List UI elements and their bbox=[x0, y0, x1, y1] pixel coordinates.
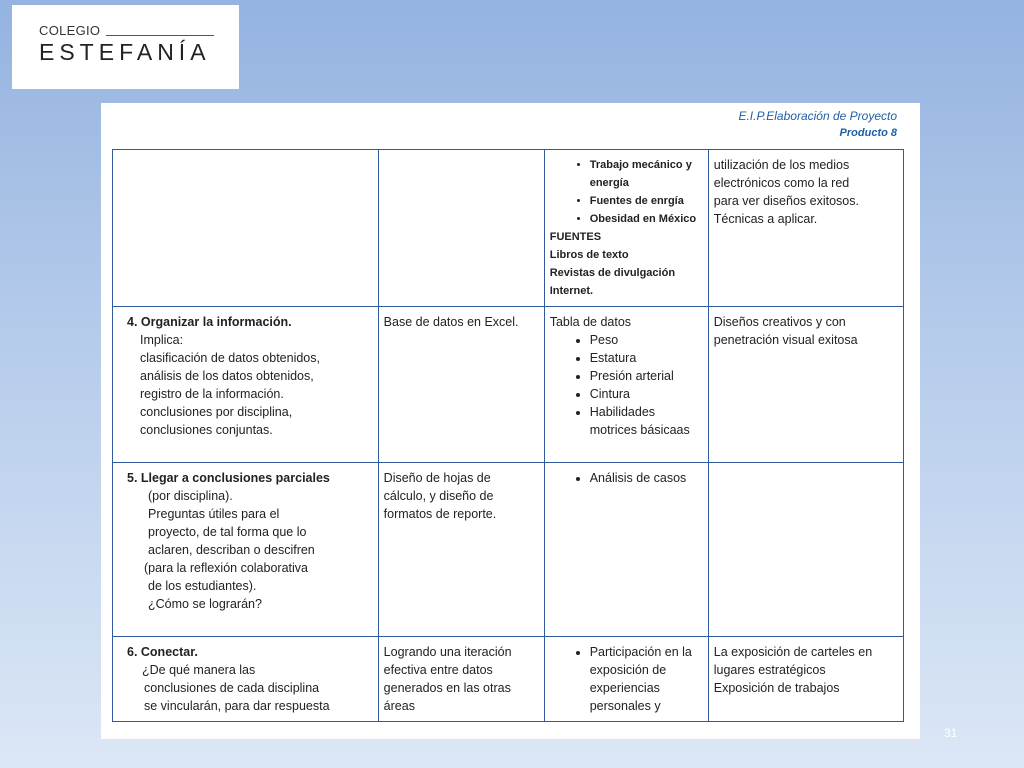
cell-line: conclusiones de cada disciplina bbox=[144, 681, 320, 695]
list-item: • Peso bbox=[590, 331, 703, 349]
table-cell bbox=[113, 637, 379, 722]
cell-line: Internet. bbox=[549, 285, 594, 297]
table-cell bbox=[708, 150, 903, 307]
table-cell bbox=[113, 463, 379, 637]
table-cell bbox=[378, 307, 544, 463]
cell-line: penetración visual exitosa bbox=[713, 333, 858, 347]
table-row bbox=[113, 307, 904, 463]
logo-rule bbox=[106, 35, 214, 36]
cell-line: efectiva entre datos bbox=[383, 663, 493, 677]
list-item: • Participación en la exposición de experiencias personales y bbox=[590, 643, 703, 715]
cell-line: lugares estratégicos bbox=[713, 663, 826, 677]
cell-line: Logrando una iteración bbox=[383, 645, 512, 659]
project-table bbox=[112, 149, 904, 722]
cell-line: cálculo, y diseño de bbox=[383, 489, 494, 503]
table-cell bbox=[113, 150, 379, 307]
cell-line: Preguntas útiles para el bbox=[148, 507, 280, 521]
slide-number: 31 bbox=[944, 726, 958, 740]
list-item: • Trabajo mecánico y energía bbox=[590, 156, 703, 192]
cell-line: FUENTES bbox=[549, 231, 602, 243]
doc-header-product: Producto 8 bbox=[839, 127, 897, 139]
cell-line: formatos de reporte. bbox=[383, 507, 497, 521]
cell-line: electrónicos como la red bbox=[713, 176, 850, 190]
cell-line: Exposición de trabajos bbox=[713, 681, 840, 695]
table-row bbox=[113, 463, 904, 637]
table-cell bbox=[544, 637, 708, 722]
list-item: • Fuentes de enrgía bbox=[590, 192, 703, 210]
cell-line: conclusiones conjuntas. bbox=[140, 423, 273, 437]
school-logo bbox=[12, 5, 239, 89]
cell-line: generados en las otras bbox=[383, 681, 511, 695]
doc-header-title: E.I.P.Elaboración de Proyecto bbox=[738, 109, 897, 123]
cell-line: conclusiones por disciplina, bbox=[140, 405, 293, 419]
table-cell bbox=[544, 307, 708, 463]
list-item: • Cintura bbox=[590, 385, 703, 403]
step-title: 5. Llegar a conclusiones parciales bbox=[127, 471, 330, 485]
cell-line: se vincularán, para dar respuesta bbox=[144, 699, 330, 713]
cell-line: Tabla de datos bbox=[549, 315, 632, 329]
step-title: 6. Conectar. bbox=[127, 645, 198, 659]
table-cell bbox=[708, 463, 903, 637]
cell-line: Base de datos en Excel. bbox=[383, 315, 519, 329]
list-item: • Análisis de casos bbox=[590, 469, 703, 487]
list-item: • Habilidades motrices básicaas bbox=[590, 403, 703, 439]
cell-line: Diseño de hojas de bbox=[383, 471, 491, 485]
table-cell bbox=[708, 637, 903, 722]
table-cell bbox=[544, 463, 708, 637]
bullet-list bbox=[550, 156, 703, 228]
table-cell bbox=[708, 307, 903, 463]
bullet-list bbox=[550, 331, 703, 439]
list-item: • Presión arterial bbox=[590, 367, 703, 385]
bullet-list bbox=[550, 469, 703, 487]
cell-line: Diseños creativos y con bbox=[713, 315, 846, 329]
cell-line: Implica: bbox=[140, 333, 184, 347]
table-row bbox=[113, 150, 904, 307]
table-cell bbox=[544, 150, 708, 307]
cell-line: (para la reflexión colaborativa bbox=[144, 561, 308, 575]
logo-big-text: ESTEFANÍA bbox=[39, 39, 211, 65]
table-cell bbox=[378, 637, 544, 722]
table-row bbox=[113, 637, 904, 722]
step-title: 4. Organizar la información. bbox=[127, 315, 292, 329]
cell-line: ¿De qué manera las bbox=[142, 663, 256, 677]
cell-line: (por disciplina). bbox=[148, 489, 233, 503]
table-cell bbox=[378, 463, 544, 637]
cell-line: utilización de los medios bbox=[713, 158, 850, 172]
cell-line: aclaren, describan o descifren bbox=[148, 543, 315, 557]
cell-line: registro de la información. bbox=[140, 387, 284, 401]
cell-line: áreas bbox=[383, 699, 415, 713]
cell-line: para ver diseños exitosos. bbox=[713, 194, 859, 208]
cell-line: Técnicas a aplicar. bbox=[713, 212, 818, 226]
cell-line: de los estudiantes). bbox=[148, 579, 257, 593]
cell-line: La exposición de carteles en bbox=[713, 645, 873, 659]
bullet-list bbox=[550, 643, 703, 715]
cell-line: análisis de los datos obtenidos, bbox=[140, 369, 314, 383]
list-item: • Estatura bbox=[590, 349, 703, 367]
list-item: • Obesidad en México bbox=[590, 210, 703, 228]
logo-small-text: COLEGIO bbox=[39, 23, 101, 38]
cell-line: Revistas de divulgación bbox=[549, 267, 676, 279]
cell-line: proyecto, de tal forma que lo bbox=[148, 525, 307, 539]
cell-line: Libros de texto bbox=[549, 249, 629, 261]
cell-line: clasificación de datos obtenidos, bbox=[140, 351, 320, 365]
document-page bbox=[101, 103, 920, 739]
cell-line: ¿Cómo se lograrán? bbox=[148, 597, 262, 611]
table-cell bbox=[378, 150, 544, 307]
table-cell bbox=[113, 307, 379, 463]
